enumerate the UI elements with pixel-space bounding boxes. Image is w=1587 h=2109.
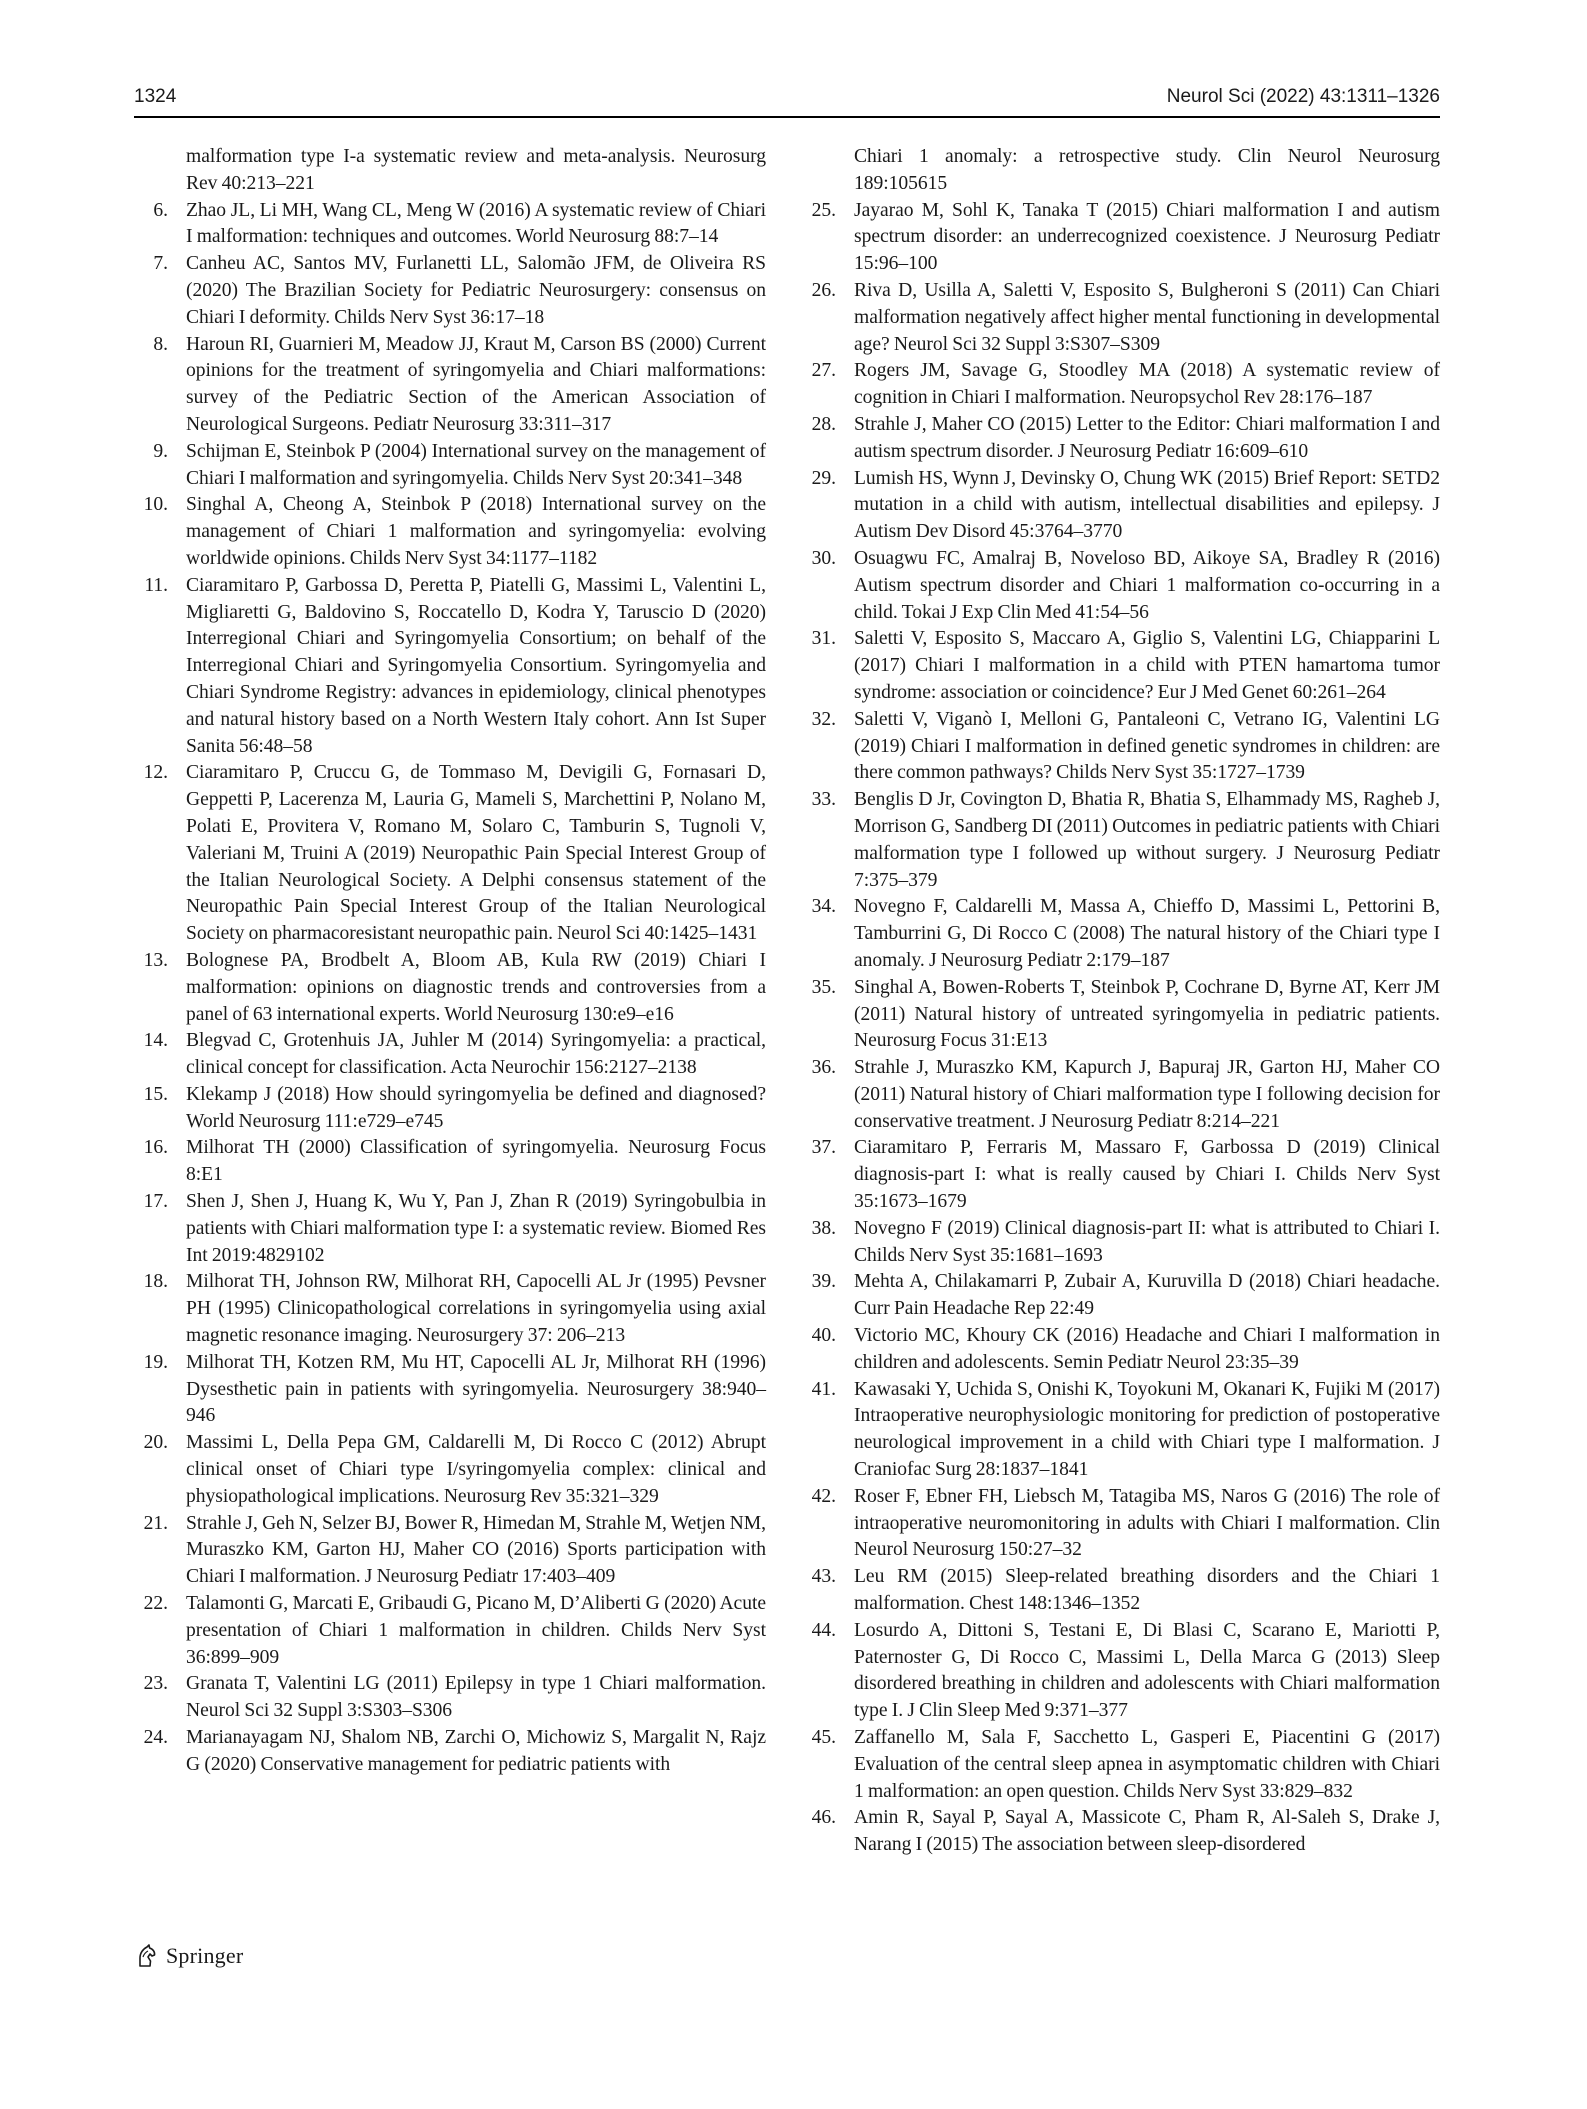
reference-number: 37.: [811, 1137, 836, 1159]
reference-text: Ciaramitaro P, Cruccu G, de Tommaso M, Devigili G, Fornasari D, Geppetti P, Lacerenza M, Lauria G, Mameli S, Marchettini P, Nolano M, Polati E, Provitera V, Romano M, Solaro C, Tamburin S, Tugnoli V, Valeriani M, Truini A (2019) Neuropathic Pain Special Interest Group of the Italian Neurological Society. A Delphi consensus statement of the Neuropathic Pain Special Interest Group of the Italian Neurological Society on pharmacoresistant neuropathic pain. Neurol Sci 40:1425–1431: [186, 762, 766, 945]
reference-text: Granata T, Valentini LG (2011) Epilepsy in type 1 Chiari malformation. Neurol Sci 32 Suppl 3:S303–S306: [186, 1673, 766, 1722]
reference-number: 12.: [143, 762, 168, 784]
running-header: [134, 84, 1440, 114]
reference-number: 13.: [143, 949, 168, 971]
reference-entry: [802, 466, 1440, 546]
reference-number: 28.: [811, 413, 836, 435]
reference-text: Milhorat TH, Kotzen RM, Mu HT, Capocelli AL Jr, Milhorat RH (1996) Dysesthetic pain in patients with syringomyelia. Neurosurgery 38:940–946: [186, 1351, 766, 1427]
reference-text: Strahle J, Muraszko KM, Kapurch J, Bapuraj JR, Garton HJ, Maher CO (2011) Natural history of Chiari malformation type I following decision for conservative treatment. J Neurosurg Pediatr 8:214–221: [854, 1057, 1440, 1132]
reference-entry: [802, 1323, 1440, 1377]
reference-number: 40.: [811, 1325, 836, 1347]
reference-entry: [134, 1430, 766, 1510]
reference-text: Klekamp J (2018) How should syringomyelia be defined and diagnosed? World Neurosurg 111:e729–e745: [186, 1083, 766, 1132]
reference-entry: [802, 1216, 1440, 1270]
reference-entry: [134, 198, 766, 252]
reference-entry: [802, 1055, 1440, 1135]
reference-text: Riva D, Usilla A, Saletti V, Esposito S, Bulgheroni S (2011) Can Chiari malformation negatively affect higher mental functioning in developmental age? Neurol Sci 32 Suppl 3:S307–S309: [854, 279, 1440, 355]
reference-number: 23.: [143, 1673, 168, 1695]
reference-column-left: [134, 144, 766, 1779]
reference-text: Leu RM (2015) Sleep-related breathing disorders and the Chiari 1 malformation. Chest 148:1346–1352: [854, 1566, 1440, 1615]
reference-entry: [134, 1591, 766, 1671]
reference-entry: [802, 144, 1440, 198]
reference-text: Benglis D Jr, Covington D, Bhatia R, Bhatia S, Elhammady MS, Ragheb J, Morrison G, Sandberg DI (2011) Outcomes in pediatric patients with Chiari malformation type I followed up without surgery. J Neurosurg Pediatr 7:375–379: [854, 789, 1440, 891]
reference-text: Zaffanello M, Sala F, Sacchetto L, Gasperi E, Piacentini G (2017) Evaluation of the central sleep apnea in asymptomatic children with Chiari 1 malformation: an open question. Childs Nerv Syst 33:829–832: [854, 1727, 1440, 1802]
reference-entry: [802, 1484, 1440, 1564]
reference-text: Novegno F (2019) Clinical diagnosis-part II: what is attributed to Chiari I. Childs Nerv Syst 35:1681–1693: [854, 1217, 1440, 1266]
page-number: 1324: [134, 86, 177, 107]
reference-entry: [134, 1671, 766, 1725]
reference-number: 44.: [811, 1619, 836, 1641]
reference-text: Bolognese PA, Brodbelt A, Bloom AB, Kula RW (2019) Chiari I malformation: opinions on diagnostic trends and controversies from a panel of 63 international experts. World Neurosurg 130:e9–e16: [186, 949, 766, 1025]
reference-text: Losurdo A, Dittoni S, Testani E, Di Blasi C, Scarano E, Mariotti P, Paternoster G, Di Rocco C, Massimi L, Della Marca G (2013) Sleep disordered breathing in children and adolescents with Chiari malformation type I. J Clin Sleep Med 9:371–377: [854, 1619, 1440, 1722]
reference-text: Novegno F, Caldarelli M, Massa A, Chieffo D, Massimi L, Pettorini B, Tamburrini G, Di Rocco C (2008) The natural history of the Chiari type I anomaly. J Neurosurg Pediatr 2:179–187: [854, 896, 1440, 971]
reference-entry: [802, 707, 1440, 787]
reference-number: 9.: [153, 440, 168, 462]
reference-text: Chiari 1 anomaly: a retrospective study. Clin Neurol Neurosurg 189:105615: [854, 146, 1440, 194]
reference-text: Canheu AC, Santos MV, Furlanetti LL, Salomão JFM, de Oliveira RS (2020) The Brazilian Society for Pediatric Neurosurgery: consensus on Chiari I deformity. Childs Nerv Syst 36:17–18: [186, 253, 766, 328]
reference-text: Zhao JL, Li MH, Wang CL, Meng W (2016) A systematic review of Chiari I malformation: techniques and outcomes. World Neurosurg 88:7–14: [186, 199, 766, 248]
publisher-name: Springer: [166, 1943, 244, 1968]
reference-entry: [134, 1082, 766, 1136]
reference-entry: [802, 787, 1440, 894]
reference-text: Kawasaki Y, Uchida S, Onishi K, Toyokuni M, Okanari K, Fujiki M (2017) Intraoperative neurophysiologic monitoring for prediction of postoperative neurological improvement in a child with Chiari type I malformation. J Craniofac Surg 28:1837–1841: [854, 1378, 1440, 1481]
reference-entry: [134, 760, 766, 948]
reference-entry: [802, 1618, 1440, 1725]
reference-entry: [134, 332, 766, 439]
reference-entry: [134, 439, 766, 493]
reference-number: 21.: [143, 1512, 168, 1534]
reference-entry: [134, 1189, 766, 1269]
reference-text: Strahle J, Maher CO (2015) Letter to the Editor: Chiari malformation I and autism spectrum disorder. J Neurosurg Pediatr 16:609–610: [854, 413, 1440, 462]
reference-text: Roser F, Ebner FH, Liebsch M, Tatagiba MS, Naros G (2016) The role of intraoperative neuromonitoring in adults with Chiari I malformation. Clin Neurol Neurosurg 150:27–32: [854, 1485, 1440, 1561]
reference-number: 45.: [811, 1727, 836, 1749]
publisher-footer: [134, 1936, 243, 1976]
reference-number: 10.: [143, 494, 168, 516]
reference-text: Strahle J, Geh N, Selzer BJ, Bower R, Himedan M, Strahle M, Wetjen NM, Muraszko KM, Garton HJ, Maher CO (2016) Sports participation with Chiari I malformation. J Neurosurg Pediatr 17:403–409: [186, 1512, 766, 1588]
reference-text: Marianayagam NJ, Shalom NB, Zarchi O, Michowiz S, Margalit N, Rajz G (2020) Conservative management for pediatric patients with: [186, 1727, 766, 1775]
reference-column-right: [802, 144, 1440, 1859]
reference-text: Saletti V, Esposito S, Maccaro A, Giglio S, Valentini LG, Chiapparini L (2017) Chiari I malformation in a child with PTEN hamartoma tumor syndrome: association or coincidence? Eur J Med Genet 60:261–264: [854, 628, 1440, 703]
reference-entry: [802, 1564, 1440, 1618]
reference-entry: [802, 198, 1440, 278]
reference-number: 31.: [811, 628, 836, 650]
reference-text: Jayarao M, Sohl K, Tanaka T (2015) Chiari malformation I and autism spectrum disorder: an underrecognized coexistence. J Neurosurg Pediatr 15:96–100: [854, 199, 1440, 275]
reference-number: 17.: [143, 1191, 168, 1213]
reference-number: 43.: [811, 1566, 836, 1588]
reference-number: 36.: [811, 1057, 836, 1079]
reference-entry: [802, 1805, 1440, 1859]
reference-number: 14.: [143, 1030, 168, 1052]
reference-entry: [134, 1135, 766, 1189]
reference-number: 27.: [811, 360, 836, 382]
reference-text: Ciaramitaro P, Ferraris M, Massaro F, Garbossa D (2019) Clinical diagnosis-part I: what is really caused by Chiari I. Childs Nerv Syst 35:1673–1679: [854, 1137, 1440, 1213]
reference-number: 24.: [143, 1727, 168, 1749]
reference-number: 38.: [811, 1217, 836, 1239]
reference-number: 16.: [143, 1137, 168, 1159]
header-rule: [134, 116, 1440, 118]
reference-number: 11.: [144, 574, 168, 596]
reference-text: Osuagwu FC, Amalraj B, Noveloso BD, Aikoye SA, Bradley R (2016) Autism spectrum disorder and Chiari 1 malformation co-occurring in a child. Tokai J Exp Clin Med 41:54–56: [854, 547, 1440, 623]
reference-entry: [134, 1350, 766, 1430]
reference-number: 30.: [811, 547, 836, 569]
reference-number: 18.: [143, 1271, 168, 1293]
reference-text: Singhal A, Cheong A, Steinbok P (2018) International survey on the management of Chiari 1 malformation and syringomyelia: evolving worldwide opinions. Childs Nerv Syst 34:1177–1182: [186, 494, 766, 569]
reference-number: 33.: [811, 789, 836, 811]
reference-number: 25.: [811, 199, 836, 221]
reference-text: Victorio MC, Khoury CK (2016) Headache and Chiari I malformation in children and adolescents. Semin Pediatr Neurol 23:35–39: [854, 1325, 1440, 1373]
reference-text: Massimi L, Della Pepa GM, Caldarelli M, Di Rocco C (2012) Abrupt clinical onset of Chiari type I/syringomyelia complex: clinical and physiopathological implications. Neurosurg Rev 35:321–329: [186, 1432, 766, 1507]
reference-text: Blegvad C, Grotenhuis JA, Juhler M (2014) Syringomyelia: a practical, clinical concept for classification. Acta Neurochir 156:2127–2138: [186, 1030, 766, 1079]
reference-text: Rogers JM, Savage G, Stoodley MA (2018) A systematic review of cognition in Chiari I malformation. Neuropsychol Rev 28:176–187: [854, 360, 1440, 409]
reference-entry: [134, 1725, 766, 1779]
reference-number: 6.: [153, 199, 168, 221]
reference-entry: [802, 894, 1440, 974]
reference-entry: [134, 492, 766, 572]
reference-entry: [134, 1511, 766, 1591]
reference-number: 22.: [143, 1593, 168, 1615]
reference-text: Mehta A, Chilakamarri P, Zubair A, Kuruvilla D (2018) Chiari headache. Curr Pain Headache Rep 22:49: [854, 1271, 1440, 1320]
reference-number: 32.: [811, 708, 836, 730]
reference-entry: [802, 1135, 1440, 1215]
reference-entry: [802, 626, 1440, 706]
reference-text: Talamonti G, Marcati E, Gribaudi G, Picano M, D’Aliberti G (2020) Acute presentation of Chiari 1 malformation in children. Childs Nerv Syst 36:899–909: [186, 1593, 766, 1668]
reference-entry: [802, 358, 1440, 412]
reference-entry: [134, 948, 766, 1028]
reference-number: 26.: [811, 279, 836, 301]
reference-entry: [802, 546, 1440, 626]
reference-entry: [134, 1028, 766, 1082]
reference-number: 15.: [143, 1083, 168, 1105]
reference-number: 46.: [811, 1807, 836, 1829]
reference-entry: [134, 1269, 766, 1349]
reference-entry: [134, 144, 766, 198]
reference-text: Milhorat TH (2000) Classification of syringomyelia. Neurosurg Focus 8:E1: [186, 1137, 766, 1186]
springer-horse-icon: [134, 1943, 160, 1969]
reference-text: malformation type I-a systematic review and meta-analysis. Neurosurg Rev 40:213–221: [186, 146, 766, 194]
journal-reference: Neurol Sci (2022) 43:1311–1326: [1166, 86, 1440, 107]
reference-number: 41.: [811, 1378, 836, 1400]
reference-entry: [802, 975, 1440, 1055]
reference-entry: [802, 412, 1440, 466]
reference-text: Shen J, Shen J, Huang K, Wu Y, Pan J, Zhan R (2019) Syringobulbia in patients with Chiari malformation type I: a systematic review. Biomed Res Int 2019:4829102: [186, 1191, 766, 1266]
reference-entry: [802, 1269, 1440, 1323]
reference-entry: [802, 1377, 1440, 1484]
reference-number: 8.: [153, 333, 168, 355]
reference-text: Haroun RI, Guarnieri M, Meadow JJ, Kraut M, Carson BS (2000) Current opinions for the treatment of syringomyelia and Chiari malformations: survey of the Pediatric Section of the American Association of Neurological Surgeons. Pediatr Neurosurg 33:311–317: [186, 333, 766, 435]
reference-text: Lumish HS, Wynn J, Devinsky O, Chung WK (2015) Brief Report: SETD2 mutation in a child with autism, intellectual disabilities and epilepsy. J Autism Dev Disord 45:3764–3770: [854, 467, 1440, 543]
reference-number: 42.: [811, 1485, 836, 1507]
reference-number: 35.: [811, 976, 836, 998]
reference-number: 29.: [811, 467, 836, 489]
reference-entry: [802, 278, 1440, 358]
reference-entry: [134, 251, 766, 331]
reference-entry: [802, 1725, 1440, 1805]
reference-text: Amin R, Sayal P, Sayal A, Massicote C, Pham R, Al-Saleh S, Drake J, Narang I (2015) The association between sleep-disordered: [854, 1807, 1440, 1856]
reference-number: 7.: [153, 253, 168, 275]
reference-number: 34.: [811, 896, 836, 918]
reference-entry: [134, 573, 766, 761]
reference-text: Ciaramitaro P, Garbossa D, Peretta P, Piatelli G, Massimi L, Valentini L, Migliaretti G, Baldovino S, Roccatello D, Kodra Y, Taruscio D (2020) Interregional Chiari and Syringomyelia Consortium; on behalf of the Interregional Chiari and Syringomyelia Consortium. Syringomyelia and Chiari Syndrome Registry: advances in epidemiology, clinical phenotypes and natural history based on a North Western Italy cohort. Ann Ist Super Sanita 56:48–58: [186, 574, 766, 757]
reference-number: 39.: [811, 1271, 836, 1293]
reference-text: Milhorat TH, Johnson RW, Milhorat RH, Capocelli AL Jr (1995) Pevsner PH (1995) Clinicopathological correlations in syringomyelia using axial magnetic resonance imaging. Neurosurgery 37: 206–213: [186, 1271, 766, 1347]
reference-number: 19.: [143, 1351, 168, 1373]
reference-number: 20.: [143, 1432, 168, 1454]
reference-text: Singhal A, Bowen-Roberts T, Steinbok P, Cochrane D, Byrne AT, Kerr JM (2011) Natural history of untreated syringomyelia in pediatric patients. Neurosurg Focus 31:E13: [854, 976, 1440, 1052]
reference-text: Schijman E, Steinbok P (2004) International survey on the management of Chiari I malformation and syringomyelia. Childs Nerv Syst 20:341–348: [186, 440, 766, 489]
reference-text: Saletti V, Viganò I, Melloni G, Pantaleoni C, Vetrano IG, Valentini LG (2019) Chiari I malformation in defined genetic syndromes in children: are there common pathways? Childs Nerv Syst 35:1727–1739: [854, 708, 1440, 784]
